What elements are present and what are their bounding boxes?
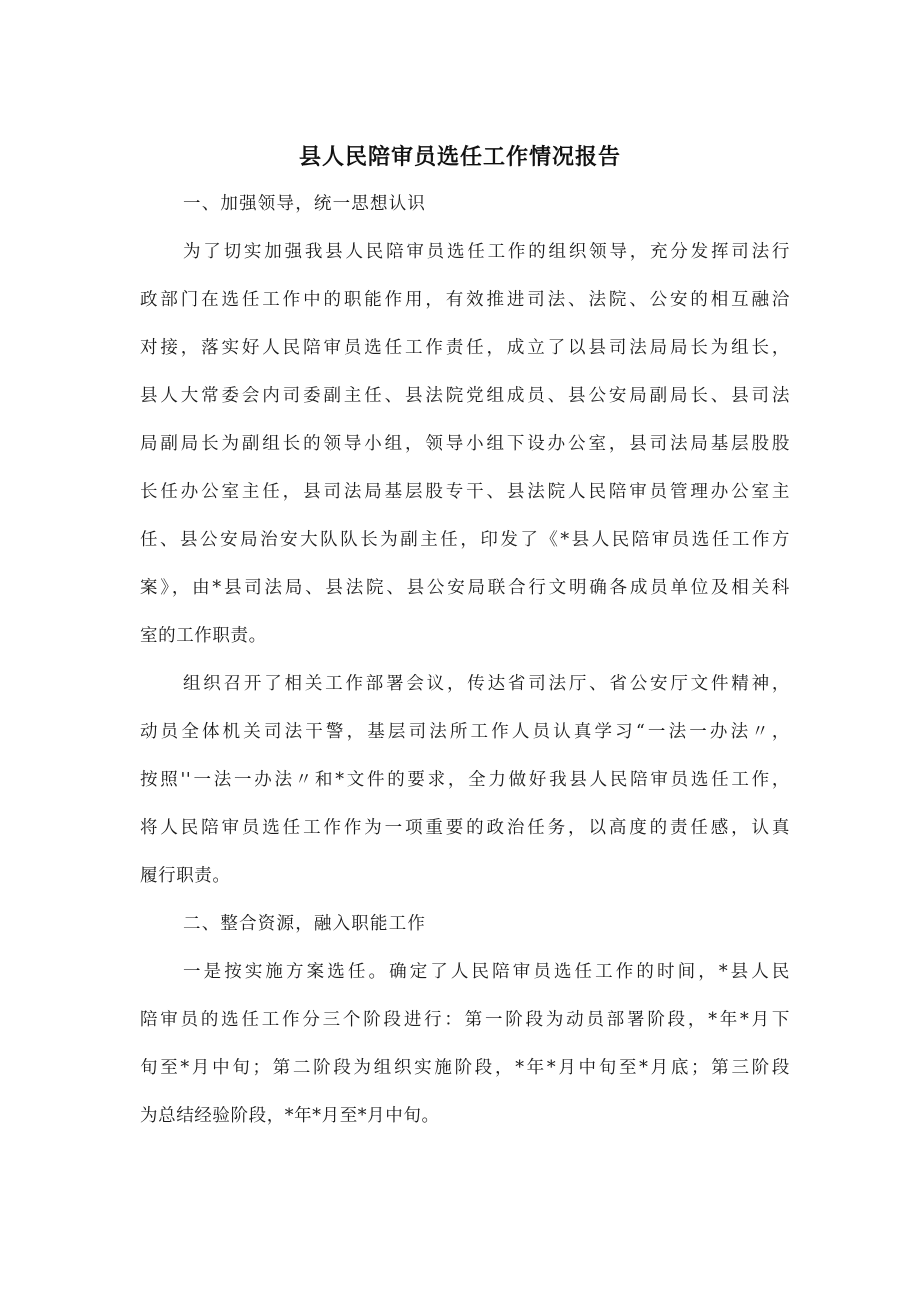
paragraph-line: 室的工作职责。	[140, 626, 267, 646]
paragraph-line: 县人大常委会内司委副主任、县法院党组成员、县公安局副局长、县司法	[140, 386, 790, 406]
section-heading-1: 一、加强领导，统一思想认识	[183, 194, 427, 214]
paragraph-line: 将人民陪审员选任工作作为一项重要的政治任务，以高度的责任感，认真	[140, 818, 790, 838]
paragraph-line: 政部门在选任工作中的职能作用，有效推进司法、法院、公安的相互融洽	[140, 290, 790, 310]
paragraph-line: 动员全体机关司法干警，基层司法所工作人员认真学习“一法一办法〃，	[140, 722, 790, 742]
paragraph-line: 案》，由*县司法局、县法院、县公安局联合行文明确各成员单位及相关科	[140, 578, 790, 598]
paragraph-line: 按照''一法一办法〃和*文件的要求，全力做好我县人民陪审员选任工作，	[140, 770, 790, 790]
paragraph-line: 对接，落实好人民陪审员选任工作责任，成立了以县司法局局长为组长，	[140, 338, 790, 358]
paragraph-line: 局副局长为副组长的领导小组，领导小组下设办公室，县司法局基层股股	[140, 434, 790, 454]
paragraph-line: 一是按实施方案选任。确定了人民陪审员选任工作的时间，*县人民	[183, 962, 790, 982]
paragraph-line: 陪审员的选任工作分三个阶段进行：第一阶段为动员部署阶段，*年*月下	[140, 1010, 790, 1030]
paragraph-line: 长任办公室主任，县司法局基层股专干、县法院人民陪审员管理办公室主	[140, 482, 790, 502]
document-title: 县人民陪审员选任工作情况报告	[298, 145, 621, 170]
paragraph-line: 任、县公安局治安大队队长为副主任，印发了《*县人民陪审员选任工作方	[140, 530, 790, 550]
paragraph-line: 履行职责。	[140, 866, 231, 886]
paragraph-line: 为总结经验阶段，*年*月至*月中旬。	[140, 1106, 440, 1126]
paragraph-line: 为了切实加强我县人民陪审员选任工作的组织领导，充分发挥司法行	[183, 242, 790, 262]
paragraph-line: 组织召开了相关工作部署会议，传达省司法厅、省公安厅文件精神，	[183, 674, 790, 694]
paragraph-line: 旬至*月中旬；第二阶段为组织实施阶段，*年*月中旬至*月底；第三阶段	[140, 1058, 790, 1078]
section-heading-2: 二、整合资源，融入职能工作	[183, 914, 427, 934]
